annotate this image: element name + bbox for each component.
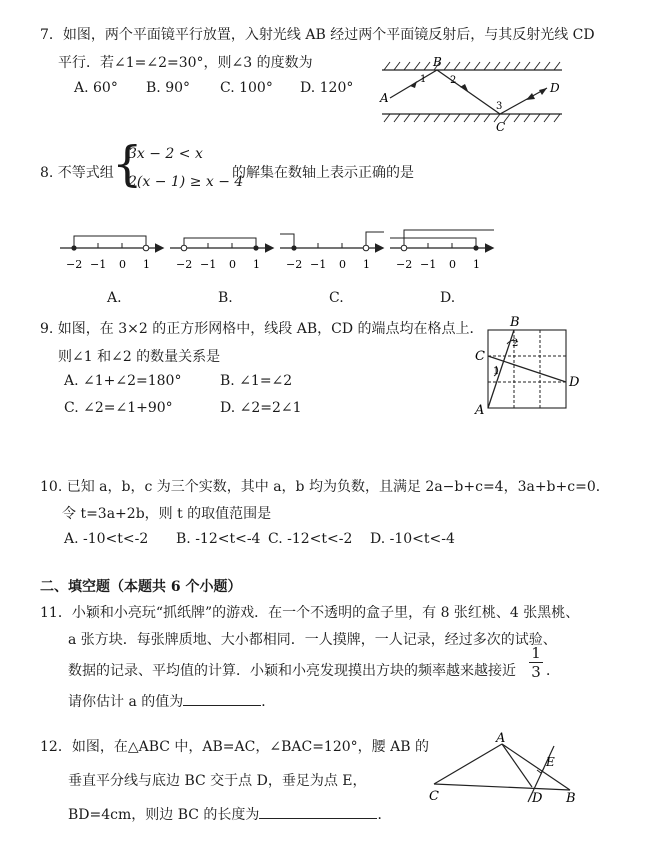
q9-label-d: D	[569, 375, 580, 390]
q10-option-b: B. -12<t<-4	[176, 531, 261, 547]
q10-option-a: A. -10<t<-2	[64, 531, 149, 547]
q8-axis-c	[280, 232, 384, 271]
svg-text:−2: −2	[176, 258, 193, 271]
q9-option-b: B. ∠1=∠2	[220, 373, 293, 389]
q7-label-c: C	[496, 120, 506, 134]
q11-prompt: 请你估计 a 的值为	[68, 694, 184, 710]
q7-option-d: D. 120°	[300, 80, 354, 96]
q11-stem-line4: 请你估计 a 的值为 ．	[68, 691, 275, 711]
q7-mirror-figure	[372, 56, 572, 146]
q8-option-a: A.	[107, 290, 122, 306]
q9-label-angle1: 1	[493, 366, 500, 377]
q9-label-angle2: 2	[512, 338, 519, 349]
q8-stem-suffix: 的解集在数轴上表示正确的是	[232, 165, 414, 181]
q8-inequality-2: 2(x − 1) ≥ x − 4	[128, 174, 244, 190]
svg-text:1: 1	[363, 258, 370, 271]
q9-option-a: A. ∠1+∠2=180°	[64, 373, 182, 389]
q11-stem-line3-end: ．	[546, 663, 560, 679]
q7-label-angle3: 3	[496, 101, 503, 112]
q9-grid-figure	[472, 314, 582, 420]
q7-label-angle2: 2	[450, 75, 457, 86]
q12-label-d: D	[532, 791, 543, 806]
q12-label-c: C	[429, 789, 439, 804]
q12-answer-blank[interactable]	[259, 804, 377, 819]
q12-prompt: BD=4cm，则边 BC 的长度为	[68, 807, 260, 823]
svg-text:−1: −1	[90, 258, 107, 271]
q11-answer-blank[interactable]	[183, 691, 261, 706]
q12-triangle-figure	[424, 730, 584, 810]
q10-option-d: D. -10<t<-4	[370, 531, 455, 547]
q9-label-b: B	[510, 315, 520, 330]
q12-stem-line2: 垂直平分线与底边 BC 交于点 D，垂足为点 E，	[68, 773, 367, 789]
svg-text:−2: −2	[286, 258, 303, 271]
svg-text:0: 0	[339, 258, 346, 271]
q12-label-e: E	[546, 755, 555, 769]
q8-axis-b	[170, 238, 272, 271]
svg-text:0: 0	[229, 258, 236, 271]
q10-option-c: C. -12<t<-2	[268, 531, 353, 547]
q7-option-a: A. 60°	[74, 80, 118, 96]
q7-label-b: B	[433, 55, 442, 69]
q8-brace: {	[112, 136, 143, 192]
svg-text:1: 1	[253, 258, 260, 271]
q11-stem-line3: 数据的记录、平均值的计算．小颖和小亮发现摸出方块的频率越来越接近	[68, 663, 516, 679]
q12-label-b: B	[566, 791, 576, 806]
svg-text:0: 0	[119, 258, 126, 271]
q8-axis-d	[390, 230, 494, 271]
q8-axis-a	[60, 236, 162, 271]
svg-text:−1: −1	[420, 258, 437, 271]
q7-option-c: C. 100°	[220, 80, 273, 96]
q9-option-d: D. ∠2=2∠1	[220, 400, 302, 416]
q7-label-a: A	[380, 91, 389, 105]
q11-stem-line1: 11．小颖和小亮玩“抓纸牌”的游戏．在一个不透明的盒子里，有 8 张红桃、4 张黑桃、	[40, 605, 580, 621]
q7-label-d: D	[550, 81, 560, 95]
svg-text:−2: −2	[66, 258, 83, 271]
q8-stem-prefix: 8. 不等式组	[40, 165, 114, 181]
q9-label-a: A	[475, 403, 485, 418]
svg-text:0: 0	[449, 258, 456, 271]
q8-option-b: B.	[218, 290, 233, 306]
svg-text:1: 1	[473, 258, 480, 271]
q11-stem-line2: a 张方块．每张牌质地、大小都相同．一人摸牌，一人记录，经过多次的试验、	[68, 632, 557, 648]
q7-stem-line1: 7．如图，两个平面镜平行放置，入射光线 AB 经过两个平面镜反射后，与其反射光线 CD	[40, 27, 595, 43]
q12-label-a: A	[496, 731, 506, 746]
q10-stem-line1: 10. 已知 a，b，c 为三个实数，其中 a，b 均为负数，且满足 2a−b+c=4，3a+b+c=0．	[40, 479, 610, 495]
q11-fraction-numerator: 1	[531, 644, 541, 662]
q7-label-angle1: 1	[420, 74, 427, 85]
q9-label-c: C	[475, 349, 485, 364]
q8-inequality-1: 3x − 2 < x	[128, 146, 203, 162]
q12-stem-line1: 12．如图，在△ABC 中，AB=AC，∠BAC=120°，腰 AB 的	[40, 739, 429, 755]
q10-stem-line2: 令 t=3a+2b，则 t 的取值范围是	[62, 506, 272, 522]
svg-text:1: 1	[143, 258, 150, 271]
q12-stem-line3: BD=4cm，则边 BC 的长度为 ．	[68, 804, 391, 824]
q7-option-b: B. 90°	[146, 80, 191, 96]
q8-option-d: D.	[440, 290, 456, 306]
q9-stem-line1: 9. 如图，在 3×2 的正方形网格中，线段 AB，CD 的端点均在格点上．	[40, 321, 484, 337]
q11-fraction-denominator: 3	[531, 663, 541, 681]
q8-option-c: C.	[329, 290, 344, 306]
q11-fraction	[528, 644, 544, 681]
q9-stem-line2: 则∠1 和∠2 的数量关系是	[58, 349, 221, 365]
q9-option-c: C. ∠2=∠1+90°	[64, 400, 173, 416]
svg-text:−1: −1	[200, 258, 217, 271]
q7-stem-line2: 平行．若∠1=∠2=30°，则∠3 的度数为	[58, 55, 313, 71]
section-title: 二、填空题（本题共 6 个小题）	[40, 579, 242, 595]
q8-number-lines	[58, 226, 498, 276]
svg-text:−1: −1	[310, 258, 327, 271]
svg-text:−2: −2	[396, 258, 413, 271]
